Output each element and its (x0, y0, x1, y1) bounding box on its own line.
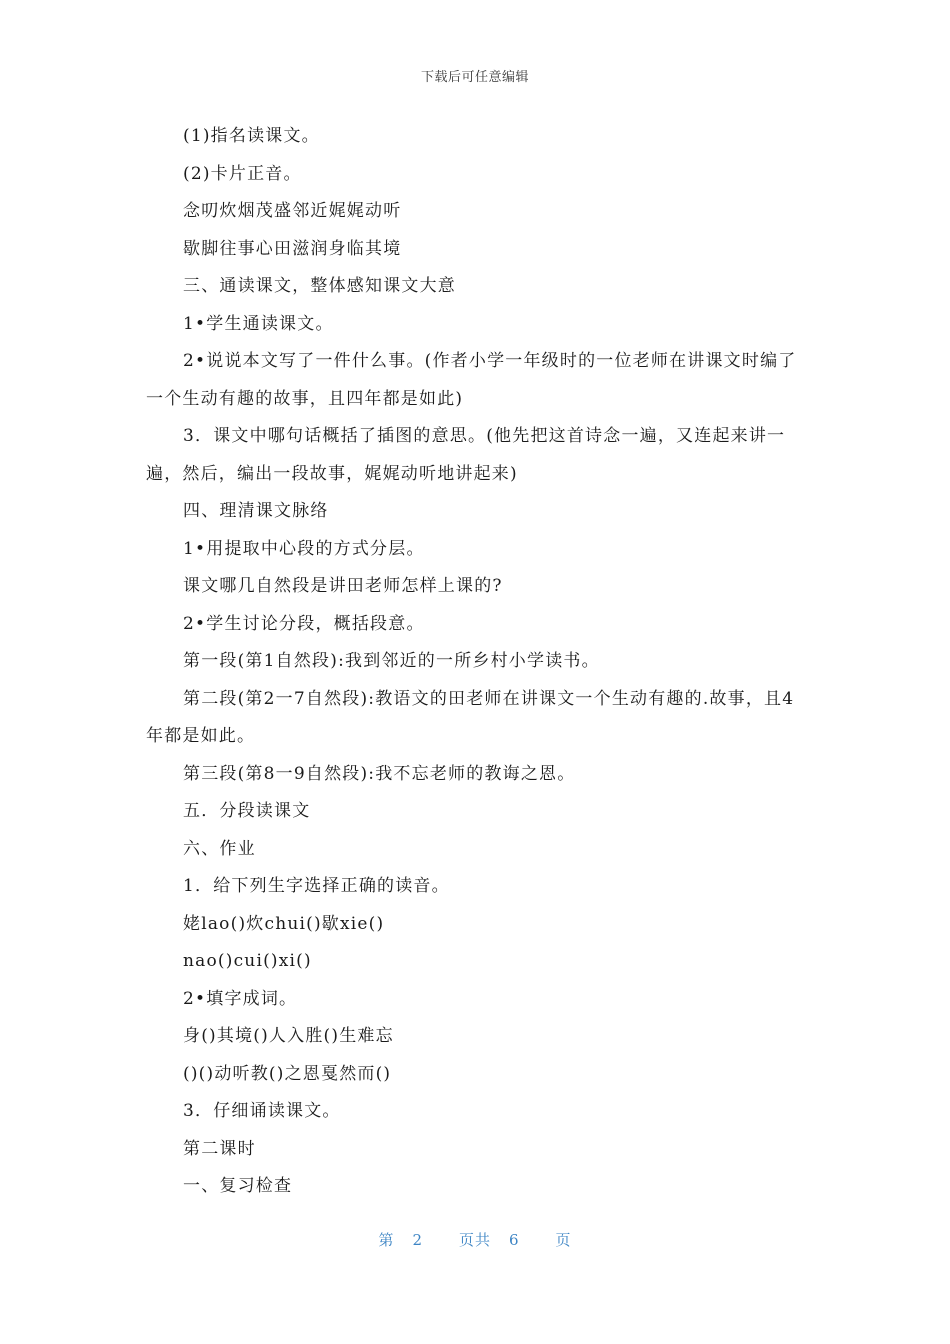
text-line: 第三段(第8一9自然段):我不忘老师的教诲之恩。 (183, 763, 576, 784)
footer-total-pages: 6 (509, 1231, 520, 1249)
section-heading: 一、复习检查 (183, 1176, 293, 1196)
section-heading: 六、作业 (183, 838, 256, 859)
text-line: 歇脚往事心田滋润身临其境 (183, 238, 402, 259)
text-paragraph: 第二段(第2一7自然段):教语文的田老师在讲课文一个生动有趣的.故事，且4年都是如此。 (146, 688, 795, 746)
text-line: 2•学生讨论分段，概括段意。 (183, 613, 425, 634)
text-line: 2•填字成词。 (183, 988, 298, 1009)
footer-page-number: 2 (412, 1231, 423, 1249)
section-heading: 三、通读课文，整体感知课文大意 (183, 276, 456, 296)
document-body (146, 118, 806, 1206)
text-line: 姥lao()炊chui()歇xie() (183, 913, 385, 934)
text-line: 3．仔细诵读课文。 (183, 1101, 341, 1121)
text-line: ()()动听教()之恩戛然而() (183, 1063, 392, 1084)
section-heading: 四、理清课文脉络 (183, 501, 329, 521)
text-line: nao()cui()xi() (183, 951, 312, 971)
page-footer (0, 1229, 950, 1250)
footer-suffix: 页 (555, 1231, 572, 1249)
text-line: 课文哪几自然段是讲田老师怎样上课的? (183, 576, 503, 596)
text-line: 念叨炊烟茂盛邻近娓娓动听 (183, 201, 402, 221)
footer-prefix: 第 (378, 1231, 395, 1249)
page-header: 下载后可任意编辑 (420, 70, 529, 85)
text-line: 身()其境()人入胜()生难忘 (183, 1026, 394, 1046)
section-heading: 五．分段读课文 (183, 801, 311, 821)
text-line: (2)卡片正音。 (183, 163, 302, 184)
text-line: 1•用提取中心段的方式分层。 (183, 538, 425, 559)
text-line: (1)指名读课文。 (183, 126, 320, 146)
text-line: 1•学生通读课文。 (183, 313, 334, 334)
text-paragraph: 2•说说本文写了一件什么事。(作者小学一年级时的一位老师在讲课文时编了一个生动有趣的故事，且四年都是如此) (146, 351, 797, 409)
section-heading: 第二课时 (183, 1138, 256, 1159)
text-line: 第一段(第1自然段):我到邻近的一所乡村小学读书。 (183, 651, 600, 671)
text-paragraph: 3．课文中哪句话概括了插图的意思。(他先把这首诗念一遍，又连起来讲一遍，然后，编出一段故事，娓娓动听地讲起来) (146, 426, 786, 484)
text-line: 1．给下列生字选择正确的读音。 (183, 876, 450, 896)
footer-middle: 页共 (458, 1231, 491, 1249)
